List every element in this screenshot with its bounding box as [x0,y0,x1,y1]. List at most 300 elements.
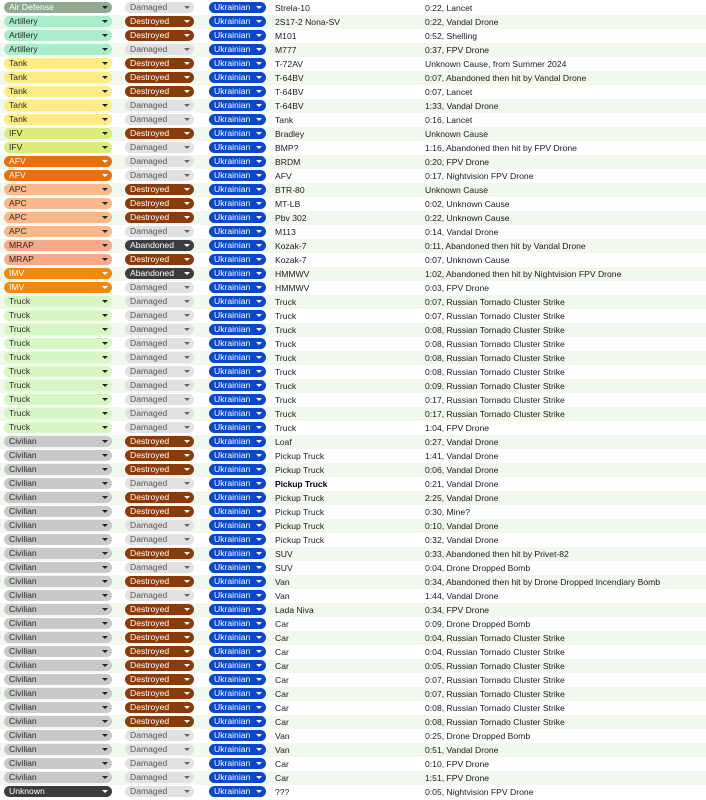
side-select[interactable] [209,576,266,587]
type-select[interactable] [4,254,112,265]
status-select[interactable] [125,30,194,41]
chevron-down-icon[interactable] [184,524,190,527]
chevron-down-icon[interactable] [102,104,108,107]
chevron-down-icon[interactable] [184,720,190,723]
chevron-down-icon[interactable] [102,468,108,471]
chevron-down-icon[interactable] [102,748,108,751]
chevron-down-icon[interactable] [256,706,262,709]
side-select[interactable] [209,520,266,531]
side-select[interactable] [209,100,266,111]
side-select[interactable] [209,772,266,783]
type-select[interactable] [4,478,112,489]
chevron-down-icon[interactable] [102,762,108,765]
chevron-down-icon[interactable] [184,664,190,667]
chevron-down-icon[interactable] [256,748,262,751]
chevron-down-icon[interactable] [184,90,190,93]
chevron-down-icon[interactable] [256,622,262,625]
type-select[interactable] [4,674,112,685]
type-select[interactable] [4,534,112,545]
type-select[interactable] [4,506,112,517]
chevron-down-icon[interactable] [256,552,262,555]
chevron-down-icon[interactable] [184,118,190,121]
side-select[interactable] [209,156,266,167]
chevron-down-icon[interactable] [102,300,108,303]
type-select[interactable] [4,170,112,181]
type-select[interactable] [4,576,112,587]
type-select[interactable] [4,422,112,433]
chevron-down-icon[interactable] [256,370,262,373]
side-select[interactable] [209,44,266,55]
chevron-down-icon[interactable] [256,48,262,51]
chevron-down-icon[interactable] [102,20,108,23]
status-select[interactable] [125,156,194,167]
chevron-down-icon[interactable] [256,34,262,37]
chevron-down-icon[interactable] [102,440,108,443]
side-select[interactable] [209,58,266,69]
chevron-down-icon[interactable] [184,398,190,401]
side-select[interactable] [209,226,266,237]
status-select[interactable] [125,422,194,433]
status-select[interactable] [125,478,194,489]
status-select[interactable] [125,128,194,139]
chevron-down-icon[interactable] [256,566,262,569]
status-select[interactable] [125,212,194,223]
chevron-down-icon[interactable] [102,510,108,513]
side-select[interactable] [209,786,266,797]
side-select[interactable] [209,72,266,83]
status-select[interactable] [125,520,194,531]
chevron-down-icon[interactable] [102,790,108,793]
status-select[interactable] [125,184,194,195]
chevron-down-icon[interactable] [102,76,108,79]
type-select[interactable] [4,282,112,293]
chevron-down-icon[interactable] [256,328,262,331]
chevron-down-icon[interactable] [184,62,190,65]
type-select[interactable] [4,296,112,307]
type-select[interactable] [4,212,112,223]
type-select[interactable] [4,240,112,251]
side-select[interactable] [209,632,266,643]
chevron-down-icon[interactable] [184,594,190,597]
type-select[interactable] [4,772,112,783]
type-select[interactable] [4,86,112,97]
chevron-down-icon[interactable] [184,496,190,499]
type-select[interactable] [4,744,112,755]
chevron-down-icon[interactable] [184,230,190,233]
status-select[interactable] [125,772,194,783]
status-select[interactable] [125,380,194,391]
chevron-down-icon[interactable] [256,510,262,513]
status-select[interactable] [125,324,194,335]
chevron-down-icon[interactable] [102,202,108,205]
chevron-down-icon[interactable] [102,706,108,709]
chevron-down-icon[interactable] [102,776,108,779]
side-select[interactable] [209,660,266,671]
status-select[interactable] [125,562,194,573]
type-select[interactable] [4,268,112,279]
type-select[interactable] [4,366,112,377]
status-select[interactable] [125,352,194,363]
chevron-down-icon[interactable] [102,62,108,65]
side-select[interactable] [209,758,266,769]
side-select[interactable] [209,730,266,741]
type-select[interactable] [4,758,112,769]
side-select[interactable] [209,478,266,489]
chevron-down-icon[interactable] [256,426,262,429]
status-select[interactable] [125,394,194,405]
type-select[interactable] [4,142,112,153]
status-select[interactable] [125,16,194,27]
chevron-down-icon[interactable] [184,580,190,583]
type-select[interactable] [4,324,112,335]
chevron-down-icon[interactable] [256,90,262,93]
side-select[interactable] [209,352,266,363]
type-select[interactable] [4,660,112,671]
chevron-down-icon[interactable] [184,286,190,289]
status-select[interactable] [125,632,194,643]
chevron-down-icon[interactable] [102,426,108,429]
type-select[interactable] [4,114,112,125]
chevron-down-icon[interactable] [102,482,108,485]
chevron-down-icon[interactable] [256,76,262,79]
chevron-down-icon[interactable] [184,132,190,135]
status-select[interactable] [125,44,194,55]
chevron-down-icon[interactable] [184,48,190,51]
chevron-down-icon[interactable] [102,594,108,597]
status-select[interactable] [125,240,194,251]
chevron-down-icon[interactable] [184,202,190,205]
chevron-down-icon[interactable] [256,118,262,121]
type-select[interactable] [4,156,112,167]
side-select[interactable] [209,422,266,433]
chevron-down-icon[interactable] [256,496,262,499]
side-select[interactable] [209,114,266,125]
chevron-down-icon[interactable] [256,258,262,261]
chevron-down-icon[interactable] [102,692,108,695]
chevron-down-icon[interactable] [102,622,108,625]
side-select[interactable] [209,394,266,405]
chevron-down-icon[interactable] [184,34,190,37]
chevron-down-icon[interactable] [184,776,190,779]
chevron-down-icon[interactable] [184,244,190,247]
status-select[interactable] [125,310,194,321]
chevron-down-icon[interactable] [184,160,190,163]
chevron-down-icon[interactable] [256,286,262,289]
side-select[interactable] [209,338,266,349]
chevron-down-icon[interactable] [102,734,108,737]
type-select[interactable] [4,16,112,27]
status-select[interactable] [125,744,194,755]
chevron-down-icon[interactable] [256,412,262,415]
type-select[interactable] [4,72,112,83]
type-select[interactable] [4,716,112,727]
chevron-down-icon[interactable] [184,734,190,737]
chevron-down-icon[interactable] [256,776,262,779]
status-select[interactable] [125,72,194,83]
chevron-down-icon[interactable] [184,678,190,681]
chevron-down-icon[interactable] [102,356,108,359]
side-select[interactable] [209,296,266,307]
chevron-down-icon[interactable] [184,76,190,79]
side-select[interactable] [209,674,266,685]
side-select[interactable] [209,562,266,573]
status-select[interactable] [125,2,194,13]
chevron-down-icon[interactable] [102,664,108,667]
status-select[interactable] [125,296,194,307]
chevron-down-icon[interactable] [184,440,190,443]
chevron-down-icon[interactable] [184,538,190,541]
side-select[interactable] [209,744,266,755]
chevron-down-icon[interactable] [256,104,262,107]
type-select[interactable] [4,632,112,643]
side-select[interactable] [209,436,266,447]
chevron-down-icon[interactable] [102,580,108,583]
side-select[interactable] [209,688,266,699]
chevron-down-icon[interactable] [256,244,262,247]
chevron-down-icon[interactable] [184,146,190,149]
type-select[interactable] [4,184,112,195]
side-select[interactable] [209,492,266,503]
chevron-down-icon[interactable] [102,258,108,261]
chevron-down-icon[interactable] [102,412,108,415]
chevron-down-icon[interactable] [256,230,262,233]
chevron-down-icon[interactable] [102,538,108,541]
status-select[interactable] [125,86,194,97]
status-select[interactable] [125,758,194,769]
type-select[interactable] [4,548,112,559]
chevron-down-icon[interactable] [184,790,190,793]
type-select[interactable] [4,352,112,363]
chevron-down-icon[interactable] [102,230,108,233]
type-select[interactable] [4,646,112,657]
chevron-down-icon[interactable] [256,62,262,65]
chevron-down-icon[interactable] [256,524,262,527]
status-select[interactable] [125,114,194,125]
chevron-down-icon[interactable] [184,622,190,625]
chevron-down-icon[interactable] [256,6,262,9]
chevron-down-icon[interactable] [256,692,262,695]
chevron-down-icon[interactable] [184,6,190,9]
chevron-down-icon[interactable] [184,608,190,611]
chevron-down-icon[interactable] [256,146,262,149]
status-select[interactable] [125,170,194,181]
chevron-down-icon[interactable] [102,48,108,51]
status-select[interactable] [125,702,194,713]
chevron-down-icon[interactable] [184,650,190,653]
status-select[interactable] [125,100,194,111]
chevron-down-icon[interactable] [184,342,190,345]
status-select[interactable] [125,268,194,279]
side-select[interactable] [209,254,266,265]
side-select[interactable] [209,310,266,321]
side-select[interactable] [209,212,266,223]
chevron-down-icon[interactable] [256,20,262,23]
chevron-down-icon[interactable] [184,426,190,429]
chevron-down-icon[interactable] [102,132,108,135]
side-select[interactable] [209,702,266,713]
side-select[interactable] [209,534,266,545]
chevron-down-icon[interactable] [184,258,190,261]
chevron-down-icon[interactable] [256,468,262,471]
chevron-down-icon[interactable] [102,524,108,527]
type-select[interactable] [4,44,112,55]
side-select[interactable] [209,2,266,13]
chevron-down-icon[interactable] [256,454,262,457]
chevron-down-icon[interactable] [102,146,108,149]
chevron-down-icon[interactable] [102,370,108,373]
chevron-down-icon[interactable] [102,90,108,93]
type-select[interactable] [4,562,112,573]
chevron-down-icon[interactable] [184,356,190,359]
type-select[interactable] [4,394,112,405]
chevron-down-icon[interactable] [256,272,262,275]
status-select[interactable] [125,464,194,475]
type-select[interactable] [4,618,112,629]
status-select[interactable] [125,58,194,69]
type-select[interactable] [4,30,112,41]
status-select[interactable] [125,534,194,545]
chevron-down-icon[interactable] [102,272,108,275]
chevron-down-icon[interactable] [256,720,262,723]
chevron-down-icon[interactable] [256,790,262,793]
chevron-down-icon[interactable] [102,608,108,611]
chevron-down-icon[interactable] [184,692,190,695]
chevron-down-icon[interactable] [256,216,262,219]
chevron-down-icon[interactable] [102,342,108,345]
status-select[interactable] [125,450,194,461]
status-select[interactable] [125,338,194,349]
chevron-down-icon[interactable] [256,664,262,667]
chevron-down-icon[interactable] [184,370,190,373]
chevron-down-icon[interactable] [256,314,262,317]
side-select[interactable] [209,142,266,153]
chevron-down-icon[interactable] [256,300,262,303]
chevron-down-icon[interactable] [184,384,190,387]
type-select[interactable] [4,226,112,237]
chevron-down-icon[interactable] [184,300,190,303]
side-select[interactable] [209,282,266,293]
status-select[interactable] [125,142,194,153]
chevron-down-icon[interactable] [256,160,262,163]
chevron-down-icon[interactable] [184,216,190,219]
chevron-down-icon[interactable] [102,496,108,499]
chevron-down-icon[interactable] [102,6,108,9]
side-select[interactable] [209,646,266,657]
side-select[interactable] [209,716,266,727]
status-select[interactable] [125,282,194,293]
chevron-down-icon[interactable] [256,608,262,611]
side-select[interactable] [209,184,266,195]
side-select[interactable] [209,604,266,615]
chevron-down-icon[interactable] [256,650,262,653]
chevron-down-icon[interactable] [102,384,108,387]
chevron-down-icon[interactable] [184,636,190,639]
status-select[interactable] [125,730,194,741]
chevron-down-icon[interactable] [184,762,190,765]
status-select[interactable] [125,618,194,629]
side-select[interactable] [209,408,266,419]
chevron-down-icon[interactable] [184,566,190,569]
chevron-down-icon[interactable] [102,552,108,555]
chevron-down-icon[interactable] [102,650,108,653]
side-select[interactable] [209,324,266,335]
side-select[interactable] [209,86,266,97]
chevron-down-icon[interactable] [184,20,190,23]
chevron-down-icon[interactable] [184,748,190,751]
type-select[interactable] [4,464,112,475]
type-select[interactable] [4,702,112,713]
chevron-down-icon[interactable] [184,272,190,275]
type-select[interactable] [4,604,112,615]
side-select[interactable] [209,30,266,41]
chevron-down-icon[interactable] [102,678,108,681]
status-select[interactable] [125,576,194,587]
chevron-down-icon[interactable] [256,202,262,205]
side-select[interactable] [209,240,266,251]
side-select[interactable] [209,366,266,377]
status-select[interactable] [125,604,194,615]
side-select[interactable] [209,170,266,181]
chevron-down-icon[interactable] [256,174,262,177]
status-select[interactable] [125,660,194,671]
chevron-down-icon[interactable] [256,132,262,135]
type-select[interactable] [4,492,112,503]
chevron-down-icon[interactable] [102,174,108,177]
chevron-down-icon[interactable] [256,482,262,485]
chevron-down-icon[interactable] [256,580,262,583]
chevron-down-icon[interactable] [102,398,108,401]
status-select[interactable] [125,492,194,503]
side-select[interactable] [209,128,266,139]
type-select[interactable] [4,2,112,13]
chevron-down-icon[interactable] [184,482,190,485]
chevron-down-icon[interactable] [184,510,190,513]
side-select[interactable] [209,590,266,601]
chevron-down-icon[interactable] [102,160,108,163]
chevron-down-icon[interactable] [102,244,108,247]
chevron-down-icon[interactable] [256,440,262,443]
chevron-down-icon[interactable] [102,118,108,121]
chevron-down-icon[interactable] [184,104,190,107]
status-select[interactable] [125,590,194,601]
side-select[interactable] [209,198,266,209]
side-select[interactable] [209,464,266,475]
chevron-down-icon[interactable] [256,384,262,387]
chevron-down-icon[interactable] [256,398,262,401]
chevron-down-icon[interactable] [184,328,190,331]
status-select[interactable] [125,226,194,237]
status-select[interactable] [125,198,194,209]
chevron-down-icon[interactable] [184,412,190,415]
status-select[interactable] [125,436,194,447]
type-select[interactable] [4,590,112,601]
side-select[interactable] [209,268,266,279]
chevron-down-icon[interactable] [184,468,190,471]
type-select[interactable] [4,128,112,139]
chevron-down-icon[interactable] [102,636,108,639]
chevron-down-icon[interactable] [184,188,190,191]
chevron-down-icon[interactable] [102,34,108,37]
chevron-down-icon[interactable] [256,734,262,737]
chevron-down-icon[interactable] [102,328,108,331]
chevron-down-icon[interactable] [184,314,190,317]
chevron-down-icon[interactable] [256,762,262,765]
status-select[interactable] [125,548,194,559]
side-select[interactable] [209,506,266,517]
type-select[interactable] [4,338,112,349]
type-select[interactable] [4,198,112,209]
chevron-down-icon[interactable] [184,552,190,555]
